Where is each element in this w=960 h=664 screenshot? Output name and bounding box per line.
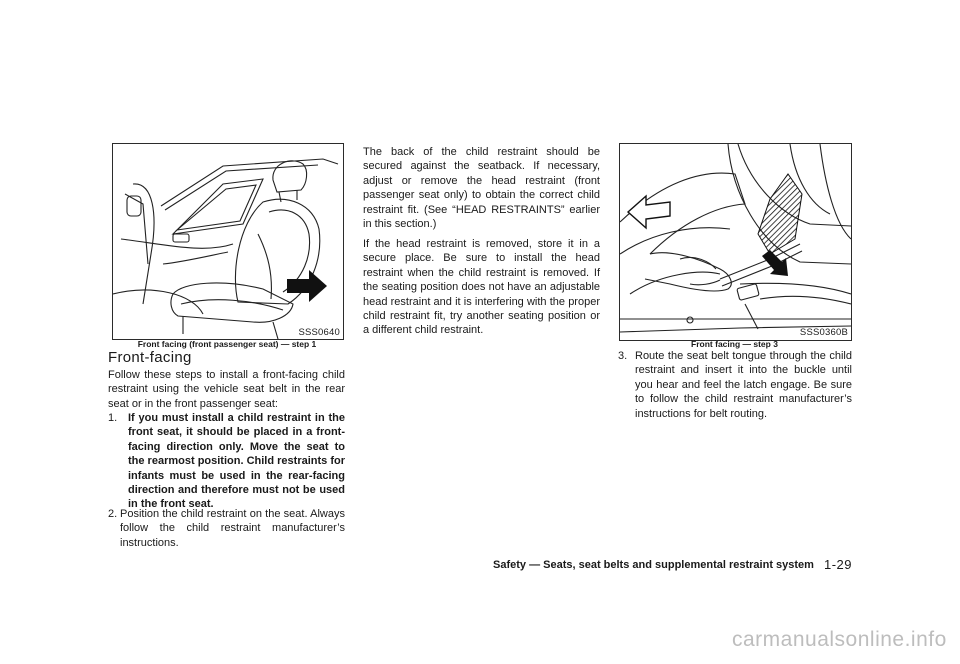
figure-code: SSS0360B [799,327,848,338]
figure-front-facing-step-3 [619,143,852,341]
step-number: 1. [108,412,118,424]
figure-caption: Front facing (front passenger seat) — step 1 [137,339,317,349]
right-arrow-icon [287,270,327,302]
figure-front-passenger-seat [112,143,344,340]
buckle-illustration [620,144,851,340]
step-1 [108,411,345,511]
step-text: Position the child restraint on the seat. Always follow the child restraint manufacturer’s instructions. [120,508,345,549]
down-arrow-icon [762,250,788,276]
paragraph-seatback: The back of the child restraint should be secured against the seatback. If necessary, adjust or remove the head restraint (front passenger seat only) to obtain the correct child restraint fit. (See “HEAD RESTRAINTS” earlier in this section.) [363,146,600,231]
page-number: 1-29 [824,557,853,572]
step-number: 3. [618,350,628,362]
watermark: carmanualsonline.info [732,628,947,651]
step-3 [618,349,852,424]
step-text: Route the seat belt tongue through the child restraint and insert it into the buckle until you hear and feel the latch engage. Be sure to follow the child restraint manufacturer’s instructions for belt routing. [635,350,852,420]
footer-section-title: Safety — Seats, seat belts and supplemental restraint system [493,559,814,571]
left-arrow-icon [628,196,670,228]
figure-caption: Front facing — step 3 [691,339,778,349]
figure-code: SSS0640 [298,327,340,338]
step-2 [108,507,345,552]
paragraph-head-restraint: If the head restraint is removed, store it in a secure place. Be sure to install the head restraint when the child restraint is removed. If the seating position does not have an adjustable head restraint and it is interfering with the proper child restraint fit, try another seating position or a different child restraint. [363,238,600,337]
step-text: If you must install a child restraint in the front seat, it should be placed in a front-facing direction only. Move the seat to the rearmost position. Child restraints for infants must be used in the rear-facing direction and therefore must not be used in the front seat. [128,412,345,511]
seat-illustration [113,144,343,339]
intro-paragraph: Follow these steps to install a front-facing child restraint using the vehicle seat belt in the rear seat or in the front passenger seat: [108,369,345,410]
step-number: 2. [108,508,118,520]
section-heading: Front-facing [108,349,192,366]
